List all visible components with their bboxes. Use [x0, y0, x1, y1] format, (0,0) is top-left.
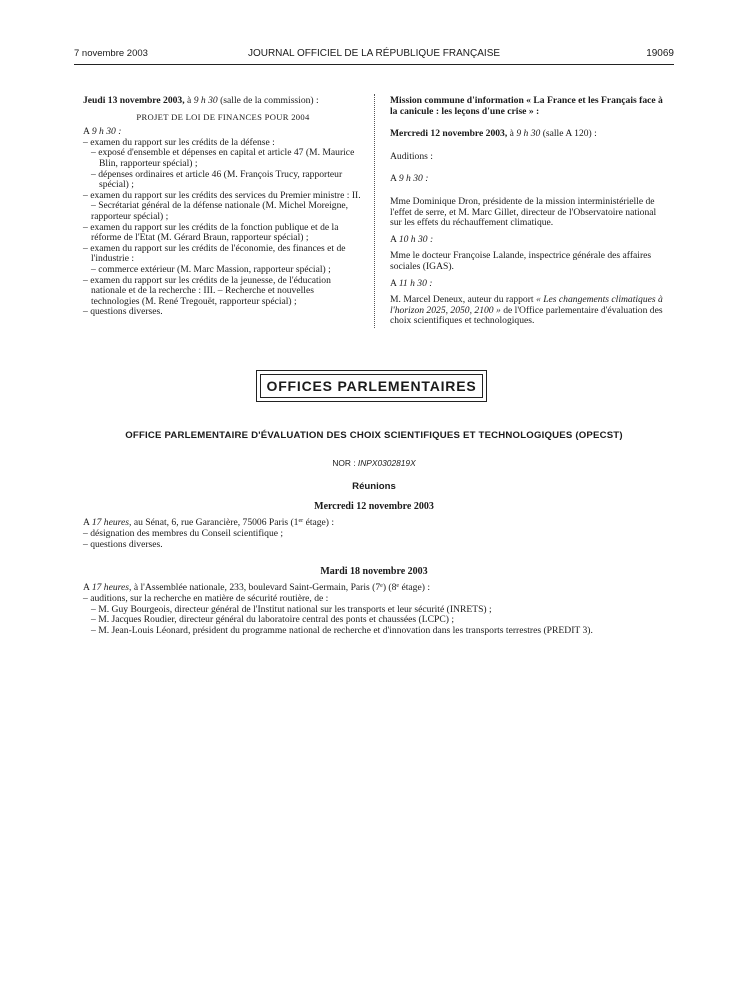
agenda-subitem: – M. Jean-Louis Léonard, président du programme national de recherche et d'innovation dans les transports terrestres (PREDIT 3). — [91, 625, 593, 637]
nor-reference — [74, 458, 674, 468]
mission-title-text: Mission commune d'information « La France et les Français face à la canicule : les leçons d'une crise » : — [390, 95, 663, 117]
meeting-location-mid: ) (8 — [382, 582, 397, 593]
floor-suffix: e — [396, 583, 400, 589]
slot-description — [390, 295, 670, 327]
header-rule — [74, 64, 674, 65]
slot-prefix: A — [390, 233, 397, 245]
mission-at: à — [509, 128, 514, 140]
slot-description: Mme le docteur Françoise Lalande, inspectrice générale des affaires sociales (IGAS). — [390, 250, 652, 272]
slot-time-value: 11 h 30 : — [398, 277, 433, 289]
left-column — [83, 96, 363, 318]
header-date: 7 novembre 2003 — [74, 48, 148, 59]
journal-title: JOURNAL OFFICIEL DE LA RÉPUBLIQUE FRANÇAISE — [247, 48, 501, 59]
slot-time — [390, 174, 670, 185]
meeting-location: au Sénat, 6, rue Garancière, 75006 Paris (1 — [133, 517, 299, 528]
bill-title: PROJET DE LOI DE FINANCES POUR 2004 — [136, 111, 310, 122]
slot-time-value: 9 h 30 : — [398, 173, 429, 185]
meeting-location-end: étage) : — [401, 582, 430, 593]
session-at: à — [187, 95, 192, 106]
slot-description: Mme Dominique Dron, présidente de la mission interministérielle de l'effet de serre, et M. Marc Gillet, directeur de l'Observatoire national sur les effets du réchauffement climatique. — [390, 195, 657, 229]
agenda-subitem: – exposé d'ensemble et dépenses en capital et article 47 (M. Maurice Blin, rapporteur spécial) ; — [91, 147, 355, 169]
slot-time-value: 10 h 30 : — [398, 233, 434, 245]
meeting-block — [83, 583, 683, 637]
time-value: 9 h 30 : — [91, 126, 122, 138]
column-divider — [374, 94, 375, 328]
slot-text-b: de l'Office parlementaire d'évaluation des choix scientifiques et technologiques. — [390, 304, 663, 327]
session-time: 9 h 30 — [193, 95, 218, 106]
meeting-date: Mercredi 12 novembre 2003 — [314, 501, 434, 512]
time-prefix: A — [83, 126, 90, 138]
agenda-subitem: – dépenses ordinaires et article 46 (M. François Trucy, rapporteur spécial) ; — [91, 168, 343, 191]
meeting-location-end: étage) : — [305, 517, 335, 528]
agenda-subitem: – commerce extérieur (M. Marc Massion, rapporteur spécial) ; — [91, 263, 331, 275]
section-heading: OFFICES PARLEMENTAIRES — [260, 374, 483, 398]
session-heading — [83, 96, 363, 107]
meeting-prefix: A — [83, 517, 90, 528]
mission-room: (salle A 120) : — [542, 128, 597, 140]
meeting-block — [83, 518, 683, 550]
session-date: Jeudi 13 novembre 2003, — [83, 95, 185, 106]
slot-time — [390, 235, 670, 246]
agenda-item: – questions diverses. — [83, 538, 163, 550]
page-number: 19069 — [646, 48, 674, 59]
agenda-item: – examen du rapport sur les crédits de la défense : — [83, 136, 275, 148]
meeting-time: 17 heures, — [91, 517, 132, 528]
arrondissement-suffix: e — [380, 583, 383, 589]
agenda-item: – désignation des membres du Conseil scientifique ; — [83, 527, 284, 539]
meeting-date: Mardi 18 novembre 2003 — [320, 566, 428, 577]
mission-date — [390, 129, 670, 140]
section-heading-box — [256, 370, 487, 402]
mission-title — [390, 96, 670, 117]
slot-text-a: M. Marcel Deneux, auteur du rapport — [390, 294, 534, 306]
auditions-label: Auditions : — [390, 150, 433, 162]
agenda-item: – examen du rapport sur les crédits des services du Premier ministre : II. – Secrétariat général de la défense nationale (M. Michel Moreigne, rapporteur spécial) ; — [83, 189, 361, 222]
agenda-subitem: – M. Guy Bourgeois, directeur général de l'Institut national sur les transports et leur sécurité (INRETS) ; — [91, 603, 492, 615]
agenda-item: – auditions, sur la recherche en matière de sécurité routière, de : — [83, 592, 329, 604]
slot-prefix: A — [390, 173, 397, 185]
agenda-item: – examen du rapport sur les crédits de la jeunesse, de l'éducation nationale et de la recherche : III. – Recherche et nouvelles technologies (M. René Tregouët, rapporteur spécial) ; — [83, 274, 331, 307]
nor-value: INPX0302819X — [357, 458, 416, 468]
report-title: « Les changements climatiques à l'horizon 2025, 2050, 2100 » — [390, 294, 663, 316]
meeting-prefix: A — [83, 582, 90, 593]
agenda-item: – examen du rapport sur les crédits de la fonction publique et de la réforme de l'Etat (M. Gérard Braun, rapporteur spécial) ; — [83, 221, 339, 244]
agenda-subitem: – M. Jacques Roudier, directeur général du laboratoire central des ponts et chaussées (LCPC) ; — [91, 614, 454, 626]
session-room: (salle de la commission) : — [220, 95, 319, 106]
slot-time — [390, 279, 670, 290]
page-header — [74, 48, 674, 62]
office-title: OFFICE PARLEMENTAIRE D'ÉVALUATION DES CHOIX SCIENTIFIQUES ET TECHNOLOGIQUES (OPECST) — [125, 430, 623, 441]
agenda-item: – examen du rapport sur les crédits de l'économie, des finances et de l'industrie : — [83, 242, 346, 265]
right-column — [390, 96, 670, 327]
meetings-heading: Réunions — [352, 481, 396, 492]
mission-time: 9 h 30 — [516, 128, 541, 140]
nor-label: NOR : — [332, 458, 356, 468]
floor-suffix: er — [298, 518, 304, 524]
meeting-time: 17 heures, — [91, 582, 132, 593]
slot-prefix: A — [390, 277, 397, 289]
mission-date-text: Mercredi 12 novembre 2003, — [390, 128, 508, 140]
agenda-item: – questions diverses. — [83, 306, 163, 318]
meeting-location: à l'Assemblée nationale, 233, boulevard Saint-Germain, Paris (7 — [133, 582, 381, 593]
